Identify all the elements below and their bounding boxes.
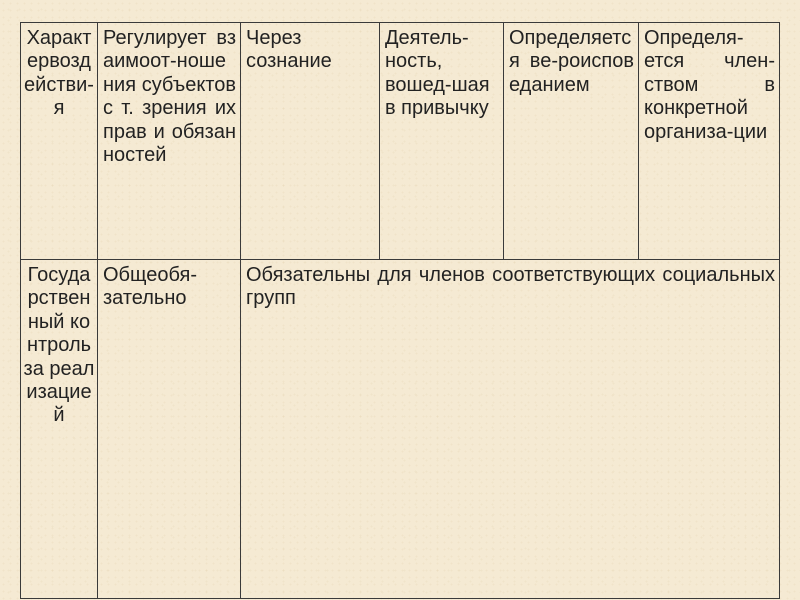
table-row [21, 23, 780, 260]
cell-text: Государственный контроль за реализацией [23, 264, 95, 427]
cell-text: Характервоздействия [24, 27, 94, 120]
table-cell [98, 23, 241, 260]
comparison-table [20, 22, 780, 599]
cell-text: Регулирует взаимоот-ношения субъектов с т. зрения их прав и обязанностей [103, 27, 236, 167]
table-cell [21, 23, 98, 260]
table-cell [504, 23, 639, 260]
table-cell [639, 23, 780, 260]
cell-text: Определя-ется член-ством в конкретной организа-ции [644, 27, 775, 143]
table-cell [241, 23, 380, 260]
table-cell [380, 23, 504, 260]
table-row [21, 260, 780, 599]
table-cell [21, 260, 98, 599]
cell-text: Обязательны для членов соответствующих социальных групп [246, 264, 775, 310]
cell-text: Общеобя-зательно [103, 264, 197, 310]
cell-text: Определяется ве-роисповеданием [509, 27, 634, 96]
table-cell [98, 260, 241, 599]
table-cell [241, 260, 780, 599]
cell-text: Деятель-ность, вошед-шая в привычку [385, 27, 490, 120]
cell-text: Через сознание [246, 27, 332, 73]
